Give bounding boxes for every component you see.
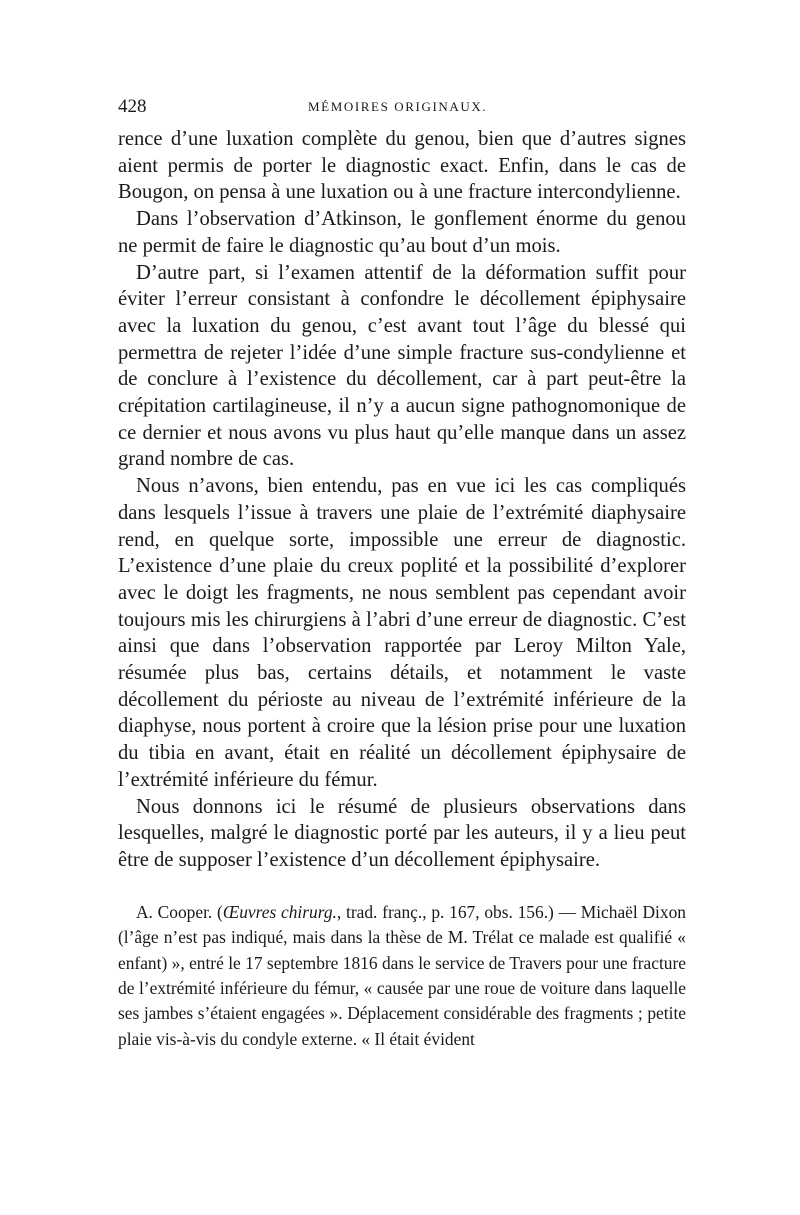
page-number: 428 <box>118 96 147 117</box>
observation-cooper <box>118 900 686 1052</box>
body-text <box>118 126 686 874</box>
paragraph-continuation: rence d’une luxation complète du genou, bien que d’autres signes aient permis de porter le diagnostic exact. Enfin, dans le cas de Bougon, on pensa à une luxation ou à une fracture intercondylienne. <box>118 128 686 204</box>
page <box>118 96 686 1052</box>
paragraph-diagnosis: D’autre part, si l’examen attentif de la déformation suffit pour éviter l’erreur consistant à confondre le décollement épiphysaire avec la luxation du genou, c’est avant tout l’âge du blessé qui permettra de rejeter l’idée d’une simple fracture sus-condylienne et de conclure à l’existence du décollement, car à part peut-être la crépitation cartilagineuse, il n’y a aucun signe pathognomonique de ce dernier et nous avons vu plus haut qu’elle manque dans un assez grand nombre de cas. <box>118 261 686 471</box>
paragraph-atkinson: Dans l’observation d’Atkinson, le gonflement énorme du genou ne permit de faire le diagnostic qu’au bout d’un mois. <box>118 208 686 257</box>
paragraph-summary-intro: Nous donnons ici le résumé de plusieurs observations dans lesquelles, malgré le diagnostic porté par les auteurs, il y a lieu peut être de supposer l’existence d’un décollement épiphysaire. <box>118 795 686 871</box>
observation-note <box>118 900 686 1052</box>
note-lead: A. Cooper. ( <box>136 901 223 922</box>
note-rest: , trad. franç., p. 167, obs. 156.) — Michaël Dixon (l’âge n’est pas indiqué, mais dans la thèse de M. Trélat ce malade est qualifié « enfant) », entré le 17 septembre 1816 dans le service de Travers pour une fracture de l’extrémité inférieure du fémur, « causée par une roue de voiture dans laquelle ses jambes s’étaient engagées ». Déplacement considérable des fragments ; petite plaie vis-à-vis du condyle externe. « Il était évident <box>118 901 686 1049</box>
running-head <box>118 96 686 126</box>
note-work-title: Œuvres chirurg. <box>222 901 337 922</box>
running-title: MÉMOIRES ORIGINAUX. <box>308 99 488 114</box>
paragraph-complicated-cases: Nous n’avons, bien entendu, pas en vue ici les cas compliqués dans lesquels l’issue à travers une plaie de l’extrémité diaphysaire rend, en quelque sorte, impossible une erreur de diagnostic. L’existence d’une plaie du creux poplité et la possibilité d’explorer avec le doigt les fragments, ne nous semblent pas cependant avoir toujours mis les chirurgiens à l’abri d’une erreur de diagnostic. C’est ainsi que dans l’observation rapportée par Leroy Milton Yale, résumée plus bas, certains détails, et notamment le vaste décollement du périoste au niveau de l’extrémité inférieure de la diaphyse, nous portent à croire que la lésion prise pour une luxation du tibia en avant, était en réalité un décollement épiphysaire de l’extrémité inférieure du fémur. <box>118 475 686 791</box>
